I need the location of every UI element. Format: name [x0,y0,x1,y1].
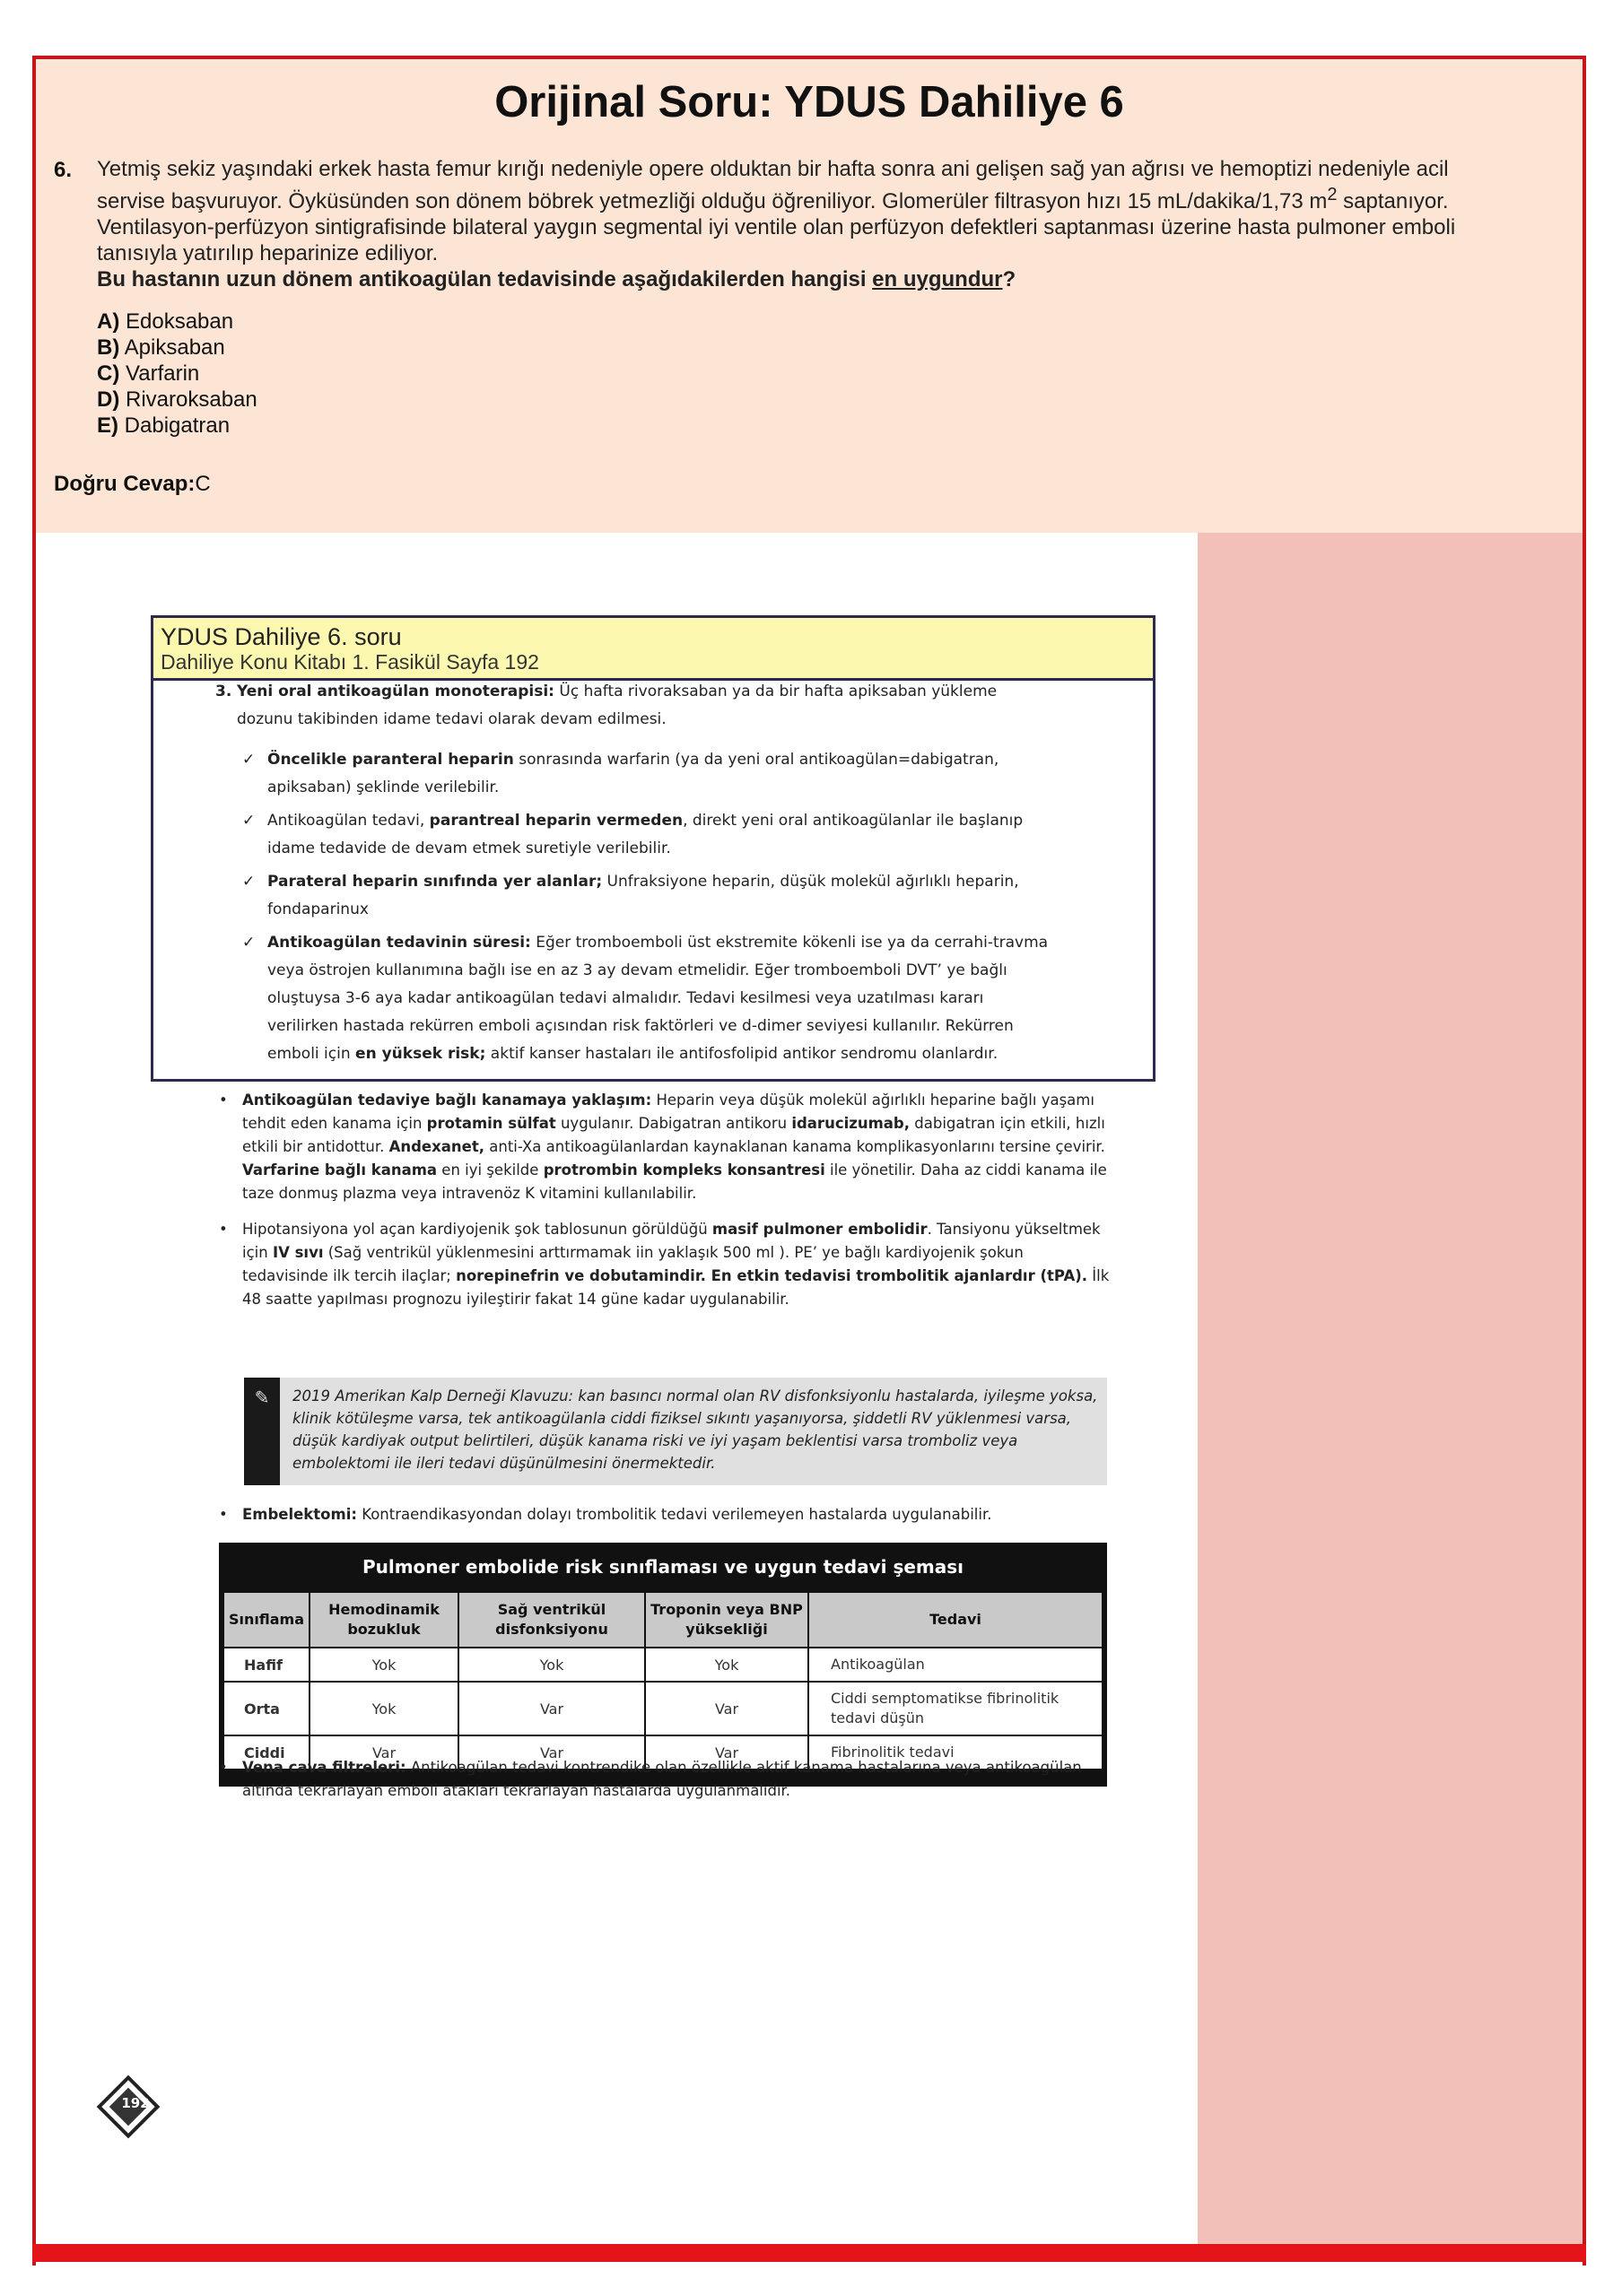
ask-underlined: en uygundur [872,267,1003,291]
table-cell: Hafif [223,1648,310,1682]
bold-text: Varfarine bağlı kanama [242,1161,438,1178]
question-panel [36,59,1583,533]
body-text: Heparin veya düşük molekül ağırlıklı heparine bağlı yaşamı tehdit eden kanama için [242,1091,1094,1132]
table-header: Hemodinamik bozukluk [310,1592,458,1648]
check-item [242,868,1050,924]
table-cell: Antikoagülan [808,1648,1103,1682]
table-cell: Ciddi semptomatikse fibrinolitik tedavi düşün [808,1682,1103,1735]
bottom-bar [32,2244,1586,2262]
answer-label: Doğru Cevap: [54,472,196,496]
bold-text: norepinefrin ve dobutamindir. En etkin tedavisi trombolitik ajanlardır (tPA). [456,1267,1088,1284]
body-text: (Sağ ventrikül yüklenmesini arttırmamak iin yaklaşık 500 ml ). PE’ ye bağlı kardiyojenik şokun tedavisinde ilk tercih ilaçlar; [242,1244,1024,1284]
body-text: Kontraendikasyondan dolayı trombolitik tedavi verilemeyen hastalarda uygulanabilir. [356,1506,992,1523]
table-header: Sınıflama [223,1592,310,1648]
option-text: Dabigatran [118,413,231,438]
check-text: aktif kanser hastaları ile antifosfolipid antikor sendromu olanlardır. [485,1045,998,1063]
table-cell: Orta [223,1682,310,1735]
stem-part-2: saptanıyor. Ventilasyon-perfüzyon sintigrafisinde bilateral yaygın segmental iyi ventile olan perfüzyon defektleri saptanması üzerine hasta pulmoner emboli tanısıyla yatırılıp heparinize ediliyor. [97,189,1456,265]
table-cell: Var [310,1735,458,1770]
bold-text: IV sıvı [272,1244,324,1261]
risk-table-title: Pulmoner embolide risk sınıflaması ve uygun tedavi şeması [362,1556,964,1578]
page-frame [32,56,1586,2266]
option-b[interactable] [97,335,257,361]
bullet-icon: • [219,1091,228,1109]
book-page [36,533,1198,2248]
embolectomy [215,1503,1112,1539]
option-d[interactable] [97,387,257,413]
check-bold: Öncelikle paranteral heparin [267,751,514,769]
stem-superscript: 2 [1327,185,1338,204]
body-text: uygulanır. Dabigatran antikoru [555,1115,792,1132]
body-text: Antikoagülan tedavi kontrendike olan özellikle aktif kanama hastalarına veya antikoagülan altında tekrarlayan emboli atakları tekrarlayan hastalarda uygulanmalıdır. [242,1759,1082,1799]
item-bold: Yeni oral antikoagülan monoterapisi: [237,683,554,700]
body-text: ile yönetilir. Daha az ciddi kanama ile taze donmuş plazma veya intravenöz K vitamini kullanılabilir. [242,1161,1107,1202]
table-row [223,1648,1103,1682]
option-text: Rivaroksaban [119,387,257,412]
embolectomy-bullet [215,1503,1112,1526]
question-ask [97,267,1016,291]
body-text: dabigatran için etkili, hızlı etkili bir antidottur. [242,1115,1105,1155]
check-bold: Parateral heparin sınıfında yer alanlar; [267,873,603,891]
check-bold: en yüksek risk; [355,1045,486,1063]
bullet-icon: • [219,1759,228,1776]
option-a[interactable] [97,309,257,335]
bold-text: Antikoagülan tedaviye bağlı kanamaya yaklaşım: [242,1091,652,1109]
table-header: Troponin veya BNP yüksekliği [645,1592,808,1648]
reference-title: YDUS Dahiliye 6. soru [161,623,402,650]
check-bold: parantreal heparin vermeden [429,812,684,830]
answer-options [97,309,257,439]
question-number: 6. [54,158,73,182]
option-letter: A) [97,309,120,334]
option-letter: D) [97,387,120,412]
note-text: 2019 Amerikan Kalp Derneği Klavuzu: kan basıncı normal olan RV disfonksiyonlu hastalarda, iyileşme yoksa, klinik kötüleşme varsa, tek antikoagülanla ciddi fiziksel sıkıntı yaşanıyorsa, şiddetli RV yüklenmesi varsa, düşük kardiyak output belirtileri, düşük kanama riski ve iyi yaşam beklentisi varsa tromboliz veya embolektomi ile ileri tedavi düşünülmesini önermektedir. [292,1387,1098,1472]
item-text: Üç hafta rivoraksaban ya da bir hafta apiksaban yükleme dozunu takibinden idame tedavi olarak devam edilmesi. [237,683,998,728]
table-header: Sağ ventrikül disfonksiyonu [458,1592,645,1648]
vena-cava-filters [215,1756,1112,1815]
bold-text: Embelektomi: [242,1506,357,1523]
check-item [242,929,1050,1068]
option-letter: E) [97,413,118,438]
table-cell: Yok [458,1648,645,1682]
treatment-item-3 [215,678,1050,734]
side-panel [1198,533,1583,2248]
bold-text: masif pulmoner embolidir [711,1221,928,1238]
check-text: Antikoagülan tedavi, [267,812,430,830]
table-cell: Yok [310,1648,458,1682]
table-header: Tedavi [808,1592,1103,1648]
check-bold: Antikoagülan tedavinin süresi: [267,934,531,952]
option-e[interactable] [97,413,257,439]
check-text: Unfraksiyone heparin, düşük molekül ağırlıklı heparin, fondaparinux [267,873,1019,918]
item-number: 3. [215,683,232,700]
body-text: en iyi şekilde [437,1161,544,1178]
check-list [242,746,1050,1074]
table-cell: Fibrinolitik tedavi [808,1735,1103,1770]
check-text: , direkt yeni oral antikoagülanlar ile başlanıp idame tedavide de devam etmek suretiyle verilebilir. [267,812,1024,857]
check-text: sonrasında warfarin (ya da yeni oral antikoagülan=dabigatran, apiksaban) şeklinde verilebilir. [267,751,999,796]
bold-text: Vena cava filtreleri: [242,1759,406,1776]
check-icon: ✓ [242,873,256,891]
ask-prefix: Bu hastanın uzun dönem antikoagülan tedavisinde aşağıdakilerden hangisi [97,267,873,291]
table-cell: Var [645,1682,808,1735]
check-text: Eğer tromboemboli üst ekstremite kökenli ise ya da cerrahi-travma veya östrojen kullanımına bağlı ise en az 3 ay devam etmelidir. Eğer tromboemboli DVT’ ye bağlı oluştuysa 3-6 aya kadar antikoagülan tedavi almalıdır. Tedavi kesilmesi veya uzatılması kararı verilirken hastada rekürren emboli açısından risk faktörleri ve d-dimer seviyesi kullanılır. Rekürren emboli için [267,934,1049,1063]
ask-suffix: ? [1002,267,1016,291]
table-header-row [223,1592,1103,1648]
vena-cava-bullet [215,1756,1112,1803]
table-cell: Ciddi [223,1735,310,1770]
option-text: Apiksaban [119,335,225,360]
option-c[interactable] [97,361,257,387]
bullet-icon: • [219,1221,228,1238]
bold-text: protrombin kompleks konsantresi [543,1161,825,1178]
risk-table [219,1543,1107,1787]
correct-answer [54,472,211,497]
question-stem [97,156,1496,292]
check-icon: ✓ [242,751,256,769]
question-header: Orijinal Soru: YDUS Dahiliye 6 [494,78,1124,126]
check-item [242,807,1050,863]
bullet-icon: • [219,1506,228,1523]
bleeding-approach [215,1089,1112,1205]
guideline-note [244,1378,1107,1485]
answer-value: C [195,472,211,496]
table-cell: Yok [310,1682,458,1735]
table-cell: Var [645,1735,808,1770]
bold-text: protamin sülfat [426,1115,556,1132]
table-cell: Var [458,1682,645,1735]
option-text: Edoksaban [119,309,234,334]
body-text: anti-Xa antikoagülanlardan kaynaklanan kanama komplikasyonlarını tersine çevirir. [484,1138,1105,1155]
body-text: Hipotansiyona yol açan kardiyojenik şok tablosunun görüldüğü [242,1221,712,1238]
check-icon: ✓ [242,812,256,830]
page-number: 192 [121,2095,150,2111]
reference-subtitle: Dahiliye Konu Kitabı 1. Fasikül Sayfa 192 [161,650,539,674]
risk-table-grid [222,1591,1103,1770]
body-text: İlk 48 saatte yapılması prognozu iyileştirir fakat 14 güne kadar uygulanabilir. [242,1267,1110,1308]
massive-pe [215,1218,1112,1311]
bold-text: idarucizumab, [791,1115,911,1132]
reference-header [153,618,1153,681]
option-letter: C) [97,361,120,386]
option-letter: B) [97,335,120,360]
table-row [223,1682,1103,1735]
bold-text: Andexanet, [388,1138,484,1155]
stem-part-1: Yetmiş sekiz yaşındaki erkek hasta femur kırığı nedeniyle opere olduktan bir hafta sonra ani gelişen sağ yan ağrısı ve hemoptizi nedeniyle acil servise başvuruyor. Öyküsünden son dönem böbrek yetmezliği olduğu öğreniliyor. Glomerüler filtrasyon hızı 15 mL/dakika/1,73 m [97,157,1449,213]
pen-icon: ✎ [254,1388,270,1408]
check-item [242,746,1050,802]
table-cell: Yok [645,1648,808,1682]
bullet-list [215,1089,1112,1324]
option-text: Varfarin [119,361,200,386]
table-cell: Var [458,1735,645,1770]
body-text: . Tansiyonu yükseltmek için [242,1221,1101,1261]
check-icon: ✓ [242,934,256,952]
